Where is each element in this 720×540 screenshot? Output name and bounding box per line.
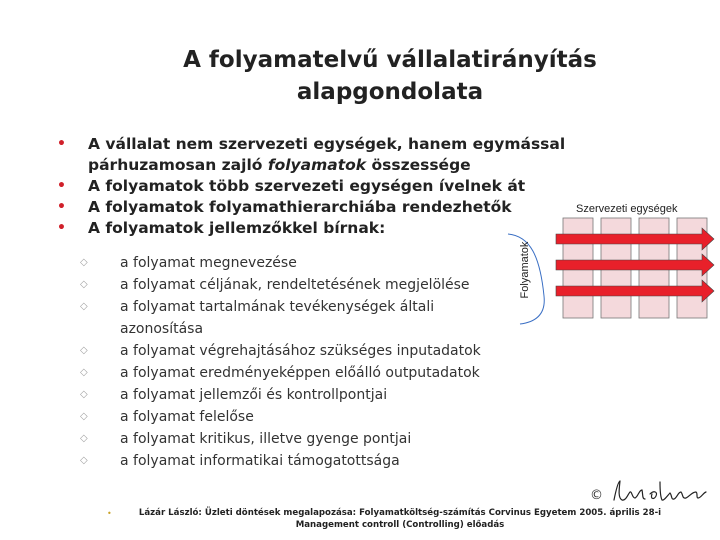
- footer-citation: [120, 507, 680, 531]
- diamond-bullet-icon: ◇: [80, 345, 88, 356]
- diamond-bullet-icon: ◇: [80, 389, 88, 400]
- sub-list-item: [80, 296, 520, 340]
- sub-list-item: [80, 274, 520, 296]
- diamond-bullet-icon: ◇: [80, 411, 88, 422]
- bullet-item: [55, 134, 595, 176]
- diamond-bullet-icon: ◇: [80, 257, 88, 268]
- sub-list-item: [80, 384, 520, 406]
- sub-item-text: a folyamat informatikai támogatottsága: [120, 453, 400, 469]
- process-org-diagram: [506, 196, 720, 326]
- process-org-diagram-graphic: [506, 196, 720, 326]
- bullet-text-pre: A vállalat nem szervezeti egységek, hanem egymással párhuzamosan zajló: [88, 135, 566, 174]
- bullet-item: [55, 176, 595, 197]
- sub-list-item: [80, 252, 520, 274]
- sub-item-text: a folyamat eredményeképpen előálló outputadatok: [120, 365, 480, 381]
- sub-list-item: [80, 362, 520, 384]
- sub-item-text: a folyamat megnevezése: [120, 255, 297, 271]
- slide-title-line1: A folyamatelvű vállalatirányítás: [183, 47, 597, 73]
- characteristics-list: [80, 252, 520, 472]
- bullet-text: A folyamatok jellemzőkkel bírnak:: [88, 219, 386, 237]
- diamond-bullet-icon: ◇: [80, 433, 88, 444]
- copyright-symbol: ©: [590, 488, 603, 503]
- diamond-bullet-icon: ◇: [80, 279, 88, 290]
- sub-item-text: a folyamat kritikus, illetve gyenge pontjai: [120, 431, 412, 447]
- bullet-dot-icon: •: [57, 199, 66, 215]
- footer-line1: Lázár László: Üzleti döntések megalapozása: Folyamatköltség-számítás Corvinus Egyetem 2005. április 28-i: [138, 508, 662, 518]
- bullet-text-post: összessége: [366, 156, 471, 174]
- sub-list-item: [80, 340, 520, 362]
- author-signature: [610, 478, 710, 506]
- bullet-text-emphasis: folyamatok: [267, 156, 367, 174]
- sub-item-text: a folyamat végrehajtásához szükséges inputadatok: [120, 343, 481, 359]
- slide-title-line2: alapgondolata: [296, 79, 484, 105]
- bullet-dot-icon: •: [57, 178, 66, 194]
- sub-list-item: [80, 428, 520, 450]
- diagram-top-label: Szervezeti egységek: [576, 203, 678, 215]
- sub-list-item: [80, 450, 520, 472]
- diamond-bullet-icon: ◇: [80, 301, 88, 312]
- bullet-text: A folyamatok folyamathierarchiába rendezhetők: [88, 198, 512, 216]
- sub-list-item: [80, 406, 520, 428]
- sub-item-text: a folyamat céljának, rendeltetésének megjelölése: [120, 277, 470, 293]
- sub-item-text: a folyamat felelőse: [120, 409, 254, 425]
- slide-title: [0, 44, 720, 108]
- bullet-dot-icon: •: [57, 220, 66, 236]
- sub-item-text: a folyamat tartalmának tevékenységek általi azonosítása: [120, 299, 435, 337]
- bullet-dot-icon: •: [57, 136, 66, 152]
- diamond-bullet-icon: ◇: [80, 455, 88, 466]
- diagram-side-label: Folyamatok: [519, 241, 531, 299]
- diamond-bullet-icon: ◇: [80, 367, 88, 378]
- sub-item-text: a folyamat jellemzői és kontrollpontjai: [120, 387, 388, 403]
- footer-line2: Management controll (Controlling) előadás: [295, 520, 505, 530]
- footer-dot-icon: •: [107, 509, 112, 518]
- bullet-text: A folyamatok több szervezeti egységen ívelnek át: [88, 177, 526, 195]
